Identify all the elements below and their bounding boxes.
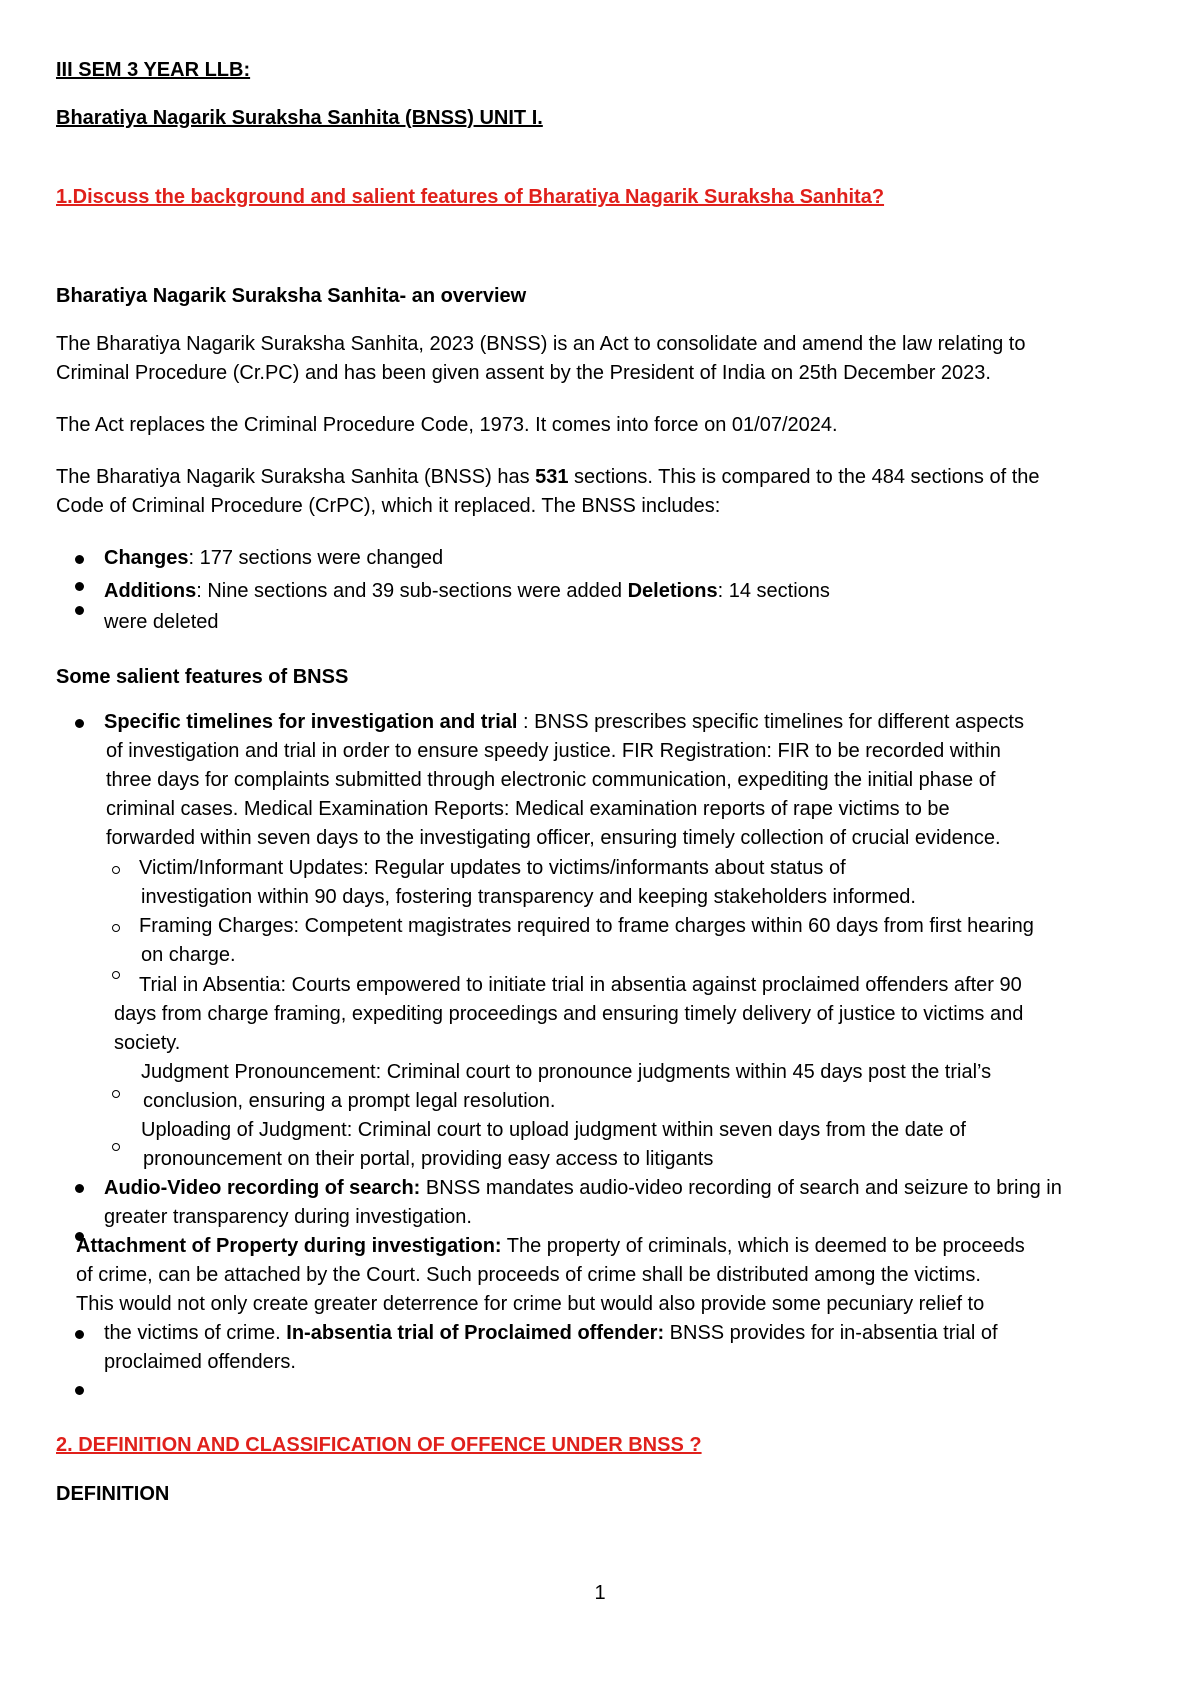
changes-text: : 177 sections were changed <box>188 547 444 569</box>
changes-label: Changes <box>104 547 189 569</box>
overview-paragraph-1-cont: Criminal Procedure (Cr.PC) and has been given assent by the President of India on 25th December 2023. <box>56 362 991 384</box>
overview-p3-number: 531 <box>535 466 569 488</box>
timelines-line-2: of investigation and trial in order to ensure speedy justice. FIR Registration: FIR to be recorded within <box>106 740 1001 762</box>
feature-audio-video <box>104 1174 1062 1202</box>
overview-heading: Bharatiya Nagarik Suraksha Sanhita- an overview <box>56 285 527 307</box>
attachment-end: the victims of crime. <box>104 1322 287 1344</box>
judgment-cont: conclusion, ensuring a prompt legal resolution. <box>143 1090 556 1112</box>
bullet-dot <box>75 582 84 591</box>
overview-paragraph-3-cont: Code of Criminal Procedure (CrPC), which it replaced. The BNSS includes: <box>56 495 721 517</box>
course-title: III SEM 3 YEAR LLB: <box>56 59 251 81</box>
sub-bullet-circle <box>112 1143 120 1151</box>
victim-updates-cont: investigation within 90 days, fostering transparency and keeping stakeholders informed. <box>141 886 916 908</box>
attachment-line-2: of crime, can be attached by the Court. Such proceeds of crime shall be distributed among the victims. <box>76 1264 981 1286</box>
audio-video-text: BNSS mandates audio-video recording of search and seizure to bring in <box>420 1177 1062 1199</box>
timelines-line-4: criminal cases. Medical Examination Reports: Medical examination reports of rape victims to be <box>106 798 950 820</box>
timelines-line-3: three days for complaints submitted through electronic communication, expediting the initial phase of <box>106 769 996 791</box>
bullet-dot <box>75 555 84 564</box>
bullet-dot <box>75 1386 84 1395</box>
attachment-line-3: This would not only create greater deterrence for crime but would also provide some pecuniary relief to <box>76 1293 985 1315</box>
sub-bullet-circle <box>112 971 120 979</box>
list-item-deletions-cont: were deleted <box>104 611 219 633</box>
absentia-po-label: In-absentia trial of Proclaimed offender: <box>286 1322 665 1344</box>
bullet-dot <box>75 719 84 728</box>
feature-attachment <box>76 1232 1025 1260</box>
sub-item-framing-charges: Framing Charges: Competent magistrates required to frame charges within 60 days from first hearing <box>139 915 1034 937</box>
attachment-text: The property of criminals, which is deemed to be proceeds <box>501 1235 1025 1257</box>
absentia-po-cont: proclaimed offenders. <box>104 1351 296 1373</box>
deletions-text: : 14 sections <box>717 580 830 602</box>
additions-text: : Nine sections and 39 sub-sections were added <box>196 580 628 602</box>
sub-item-trial-absentia: Trial in Absentia: Courts empowered to initiate trial in absentia against proclaimed offenders after 90 <box>139 974 1022 996</box>
deletions-label: Deletions <box>627 580 718 602</box>
additions-label: Additions <box>104 580 197 602</box>
absentia-po-text: BNSS provides for in-absentia trial of <box>664 1322 998 1344</box>
sub-item-judgment: Judgment Pronouncement: Criminal court to pronounce judgments within 45 days post the trial’s <box>141 1061 992 1083</box>
overview-paragraph-1: The Bharatiya Nagarik Suraksha Sanhita, 2023 (BNSS) is an Act to consolidate and amend the law relating to <box>56 333 1026 355</box>
overview-p3-a: The Bharatiya Nagarik Suraksha Sanhita (BNSS) has <box>56 466 536 488</box>
sub-bullet-circle <box>112 1090 120 1098</box>
list-item-additions <box>104 577 830 605</box>
attachment-line-4 <box>104 1319 998 1347</box>
sub-item-upload-judgment: Uploading of Judgment: Criminal court to upload judgment within seven days from the date of <box>141 1119 966 1141</box>
features-heading: Some salient features of BNSS <box>56 666 349 688</box>
definition-heading: DEFINITION <box>56 1483 170 1505</box>
question-2: 2. DEFINITION AND CLASSIFICATION OF OFFENCE UNDER BNSS ? <box>56 1434 702 1456</box>
timelines-text: : BNSS prescribes specific timelines for different aspects <box>517 711 1024 733</box>
overview-p3-b: sections. This is compared to the 484 sections of the <box>568 466 1040 488</box>
sub-bullet-circle <box>112 866 120 874</box>
attachment-label: Attachment of Property during investigation: <box>76 1235 502 1257</box>
trial-absentia-line-3: society. <box>114 1032 181 1054</box>
timelines-label: Specific timelines for investigation and trial <box>104 711 518 733</box>
audio-video-label: Audio-Video recording of search: <box>104 1177 421 1199</box>
trial-absentia-line-2: days from charge framing, expediting proceedings and ensuring timely delivery of justice to victims and <box>114 1003 1024 1025</box>
question-1: 1.Discuss the background and salient features of Bharatiya Nagarik Suraksha Sanhita? <box>56 186 885 208</box>
sub-bullet-circle <box>112 924 120 932</box>
sub-item-victim-updates: Victim/Informant Updates: Regular updates to victims/informants about status of <box>139 857 846 879</box>
feature-timelines <box>104 708 1024 736</box>
audio-video-cont: greater transparency during investigation. <box>104 1206 472 1228</box>
unit-title: Bharatiya Nagarik Suraksha Sanhita (BNSS) UNIT I. <box>56 107 543 129</box>
list-item-changes <box>104 544 443 572</box>
page-number: 1 <box>594 1582 606 1604</box>
framing-charges-cont: on charge. <box>141 944 236 966</box>
bullet-dot <box>75 1330 84 1339</box>
bullet-dot <box>75 606 84 615</box>
timelines-line-5: forwarded within seven days to the investigating officer, ensuring timely collection of crucial evidence. <box>106 827 1001 849</box>
bullet-dot <box>75 1184 84 1193</box>
upload-judgment-cont: pronouncement on their portal, providing easy access to litigants <box>143 1148 714 1170</box>
overview-paragraph-3 <box>56 463 1040 491</box>
overview-paragraph-2: The Act replaces the Criminal Procedure Code, 1973. It comes into force on 01/07/2024. <box>56 414 838 436</box>
